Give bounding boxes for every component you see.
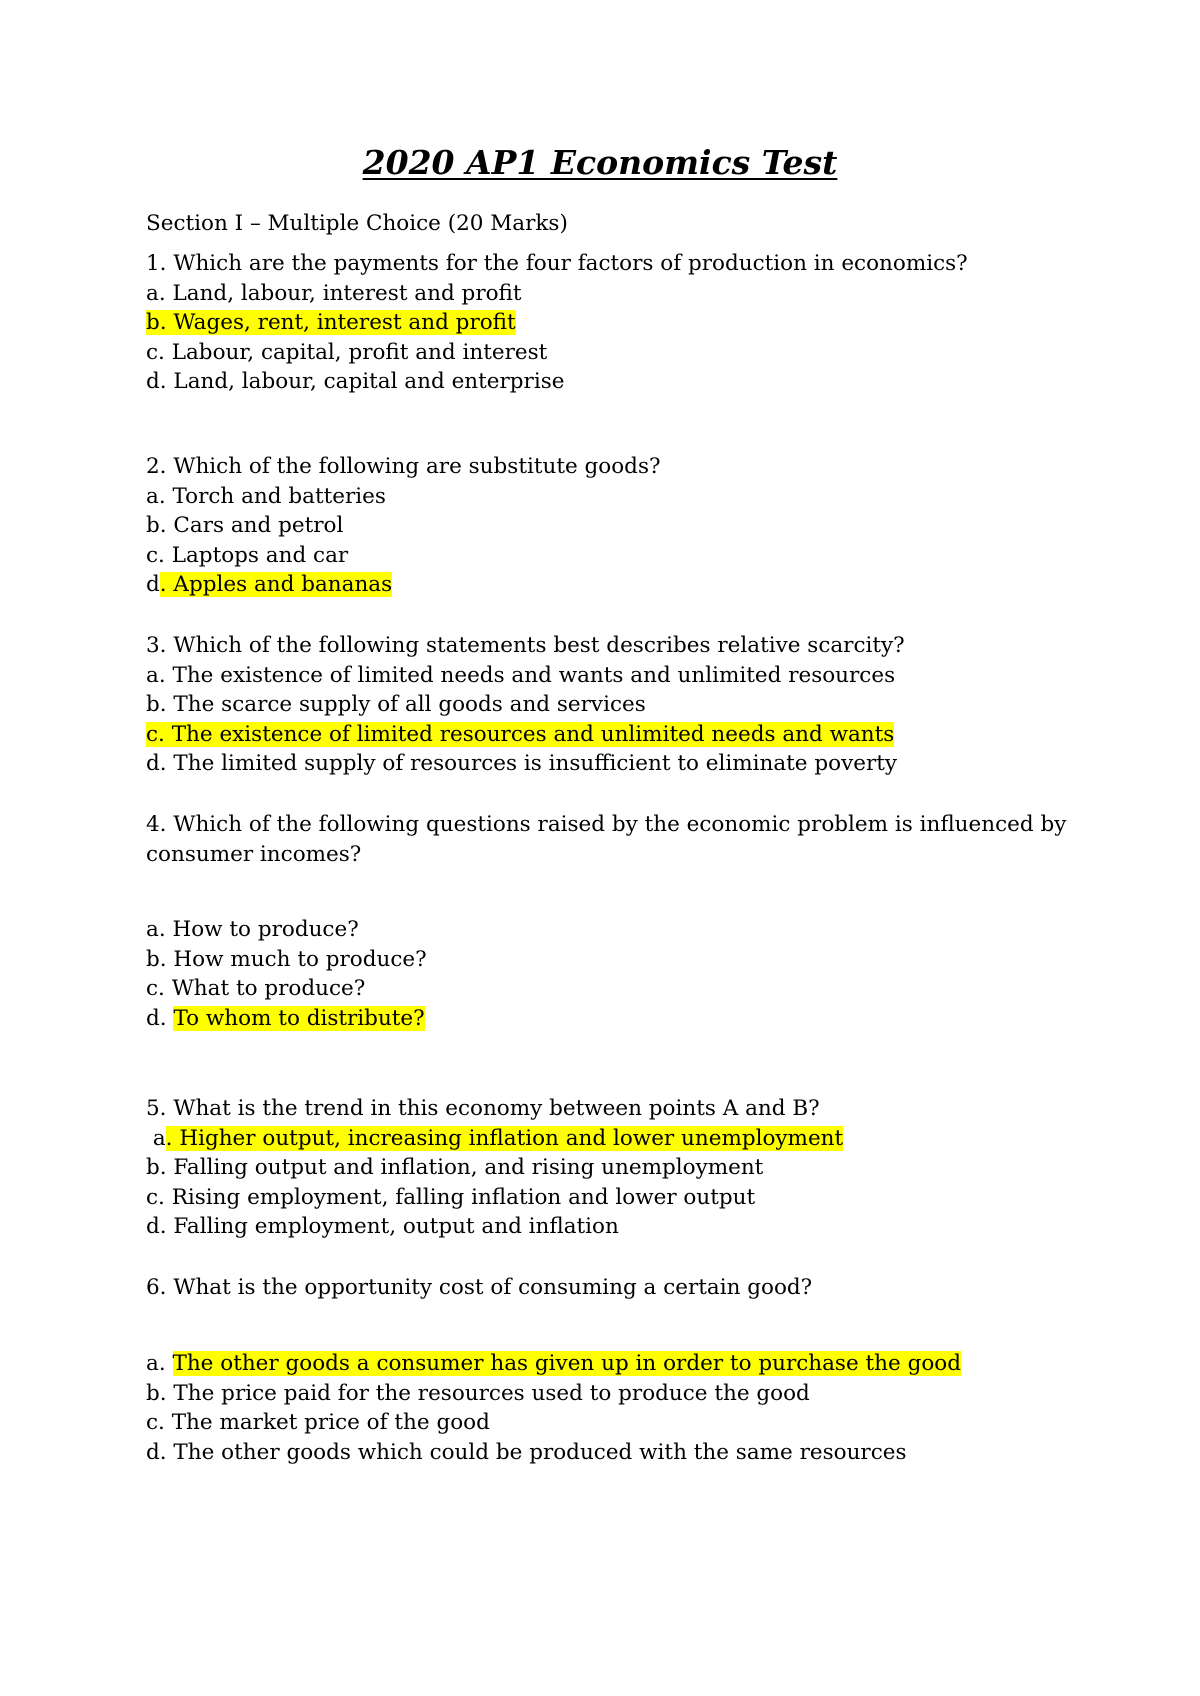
question-5-option-c: c. Rising employment, falling inflation and lower output xyxy=(146,1184,756,1210)
question-3-prompt: 3. Which of the following statements best describes relative scarcity? xyxy=(146,633,905,658)
option-prefix: a. xyxy=(146,1351,173,1376)
question-4-option-a: a. How to produce? xyxy=(146,917,359,942)
question-3-option-a: a. The existence of limited needs and wants and unlimited resources xyxy=(146,662,896,688)
answer-highlight: To whom to distribute? xyxy=(173,1005,425,1031)
question-1-option-a: a. Land, labour, interest and profit xyxy=(146,280,522,306)
question-6-options xyxy=(146,1349,1076,1467)
option-prefix: d xyxy=(146,572,160,598)
question-4-prompt: 4. Which of the following questions raised by the economic problem is influenced by consumer incomes? xyxy=(146,812,1067,867)
option-prefix: a xyxy=(146,1125,166,1151)
question-4-options xyxy=(146,915,1076,1033)
question-1 xyxy=(146,249,1076,397)
question-4-option-c: c. What to produce? xyxy=(146,976,366,1002)
question-5-option-a xyxy=(146,1124,1076,1154)
answer-highlight: . Higher output, increasing inflation and lower unemployment xyxy=(165,1125,844,1151)
question-3 xyxy=(146,631,1076,779)
question-2-option-a: a. Torch and batteries xyxy=(146,483,386,509)
answer-highlight: The other goods a consumer has given up in order to purchase the good xyxy=(172,1351,961,1376)
question-6-option-a xyxy=(146,1349,1076,1379)
question-3-option-c xyxy=(146,720,1076,750)
question-5-prompt: 5. What is the trend in this economy between points A and B? xyxy=(146,1096,820,1121)
question-1-option-b xyxy=(146,308,1076,338)
question-1-prompt: 1. Which are the payments for the four factors of production in economics? xyxy=(146,251,968,276)
answer-highlight: c. The existence of limited resources and unlimited needs and wants xyxy=(146,721,895,747)
question-6-option-b: b. The price paid for the resources used to produce the good xyxy=(146,1380,810,1406)
question-3-option-d: d. The limited supply of resources is insufficient to eliminate poverty xyxy=(146,751,898,777)
page-title: 2020 AP1 Economics Test xyxy=(362,143,838,182)
question-1-option-d: d. Land, labour, capital and enterprise xyxy=(146,369,565,395)
question-2 xyxy=(146,452,1076,600)
question-2-prompt: 2. Which of the following are substitute goods? xyxy=(146,454,661,479)
question-3-option-b: b. The scarce supply of all goods and services xyxy=(146,692,646,718)
question-5-option-b: b. Falling output and inflation, and rising unemployment xyxy=(146,1155,764,1181)
question-6 xyxy=(146,1273,1076,1303)
question-2-option-c: c. Laptops and car xyxy=(146,542,349,568)
question-5-option-d: d. Falling employment, output and inflation xyxy=(146,1214,619,1240)
question-4 xyxy=(146,810,1076,869)
option-prefix: d. xyxy=(146,1005,174,1031)
answer-highlight: . Apples and bananas xyxy=(159,572,393,598)
question-4-option-d xyxy=(146,1004,1076,1034)
question-4-option-b: b. How much to produce? xyxy=(146,946,427,972)
question-5 xyxy=(146,1094,1076,1242)
question-1-option-c: c. Labour, capital, profit and interest xyxy=(146,339,548,365)
question-6-prompt: 6. What is the opportunity cost of consuming a certain good? xyxy=(146,1275,813,1300)
section-heading: Section I – Multiple Choice (20 Marks) xyxy=(146,211,568,236)
question-6-option-c: c. The market price of the good xyxy=(146,1410,490,1436)
answer-highlight: b. Wages, rent, interest and profit xyxy=(146,310,516,336)
question-2-option-d xyxy=(146,570,1076,600)
question-2-option-b: b. Cars and petrol xyxy=(146,513,344,539)
question-6-option-d: d. The other goods which could be produced with the same resources xyxy=(146,1439,907,1465)
